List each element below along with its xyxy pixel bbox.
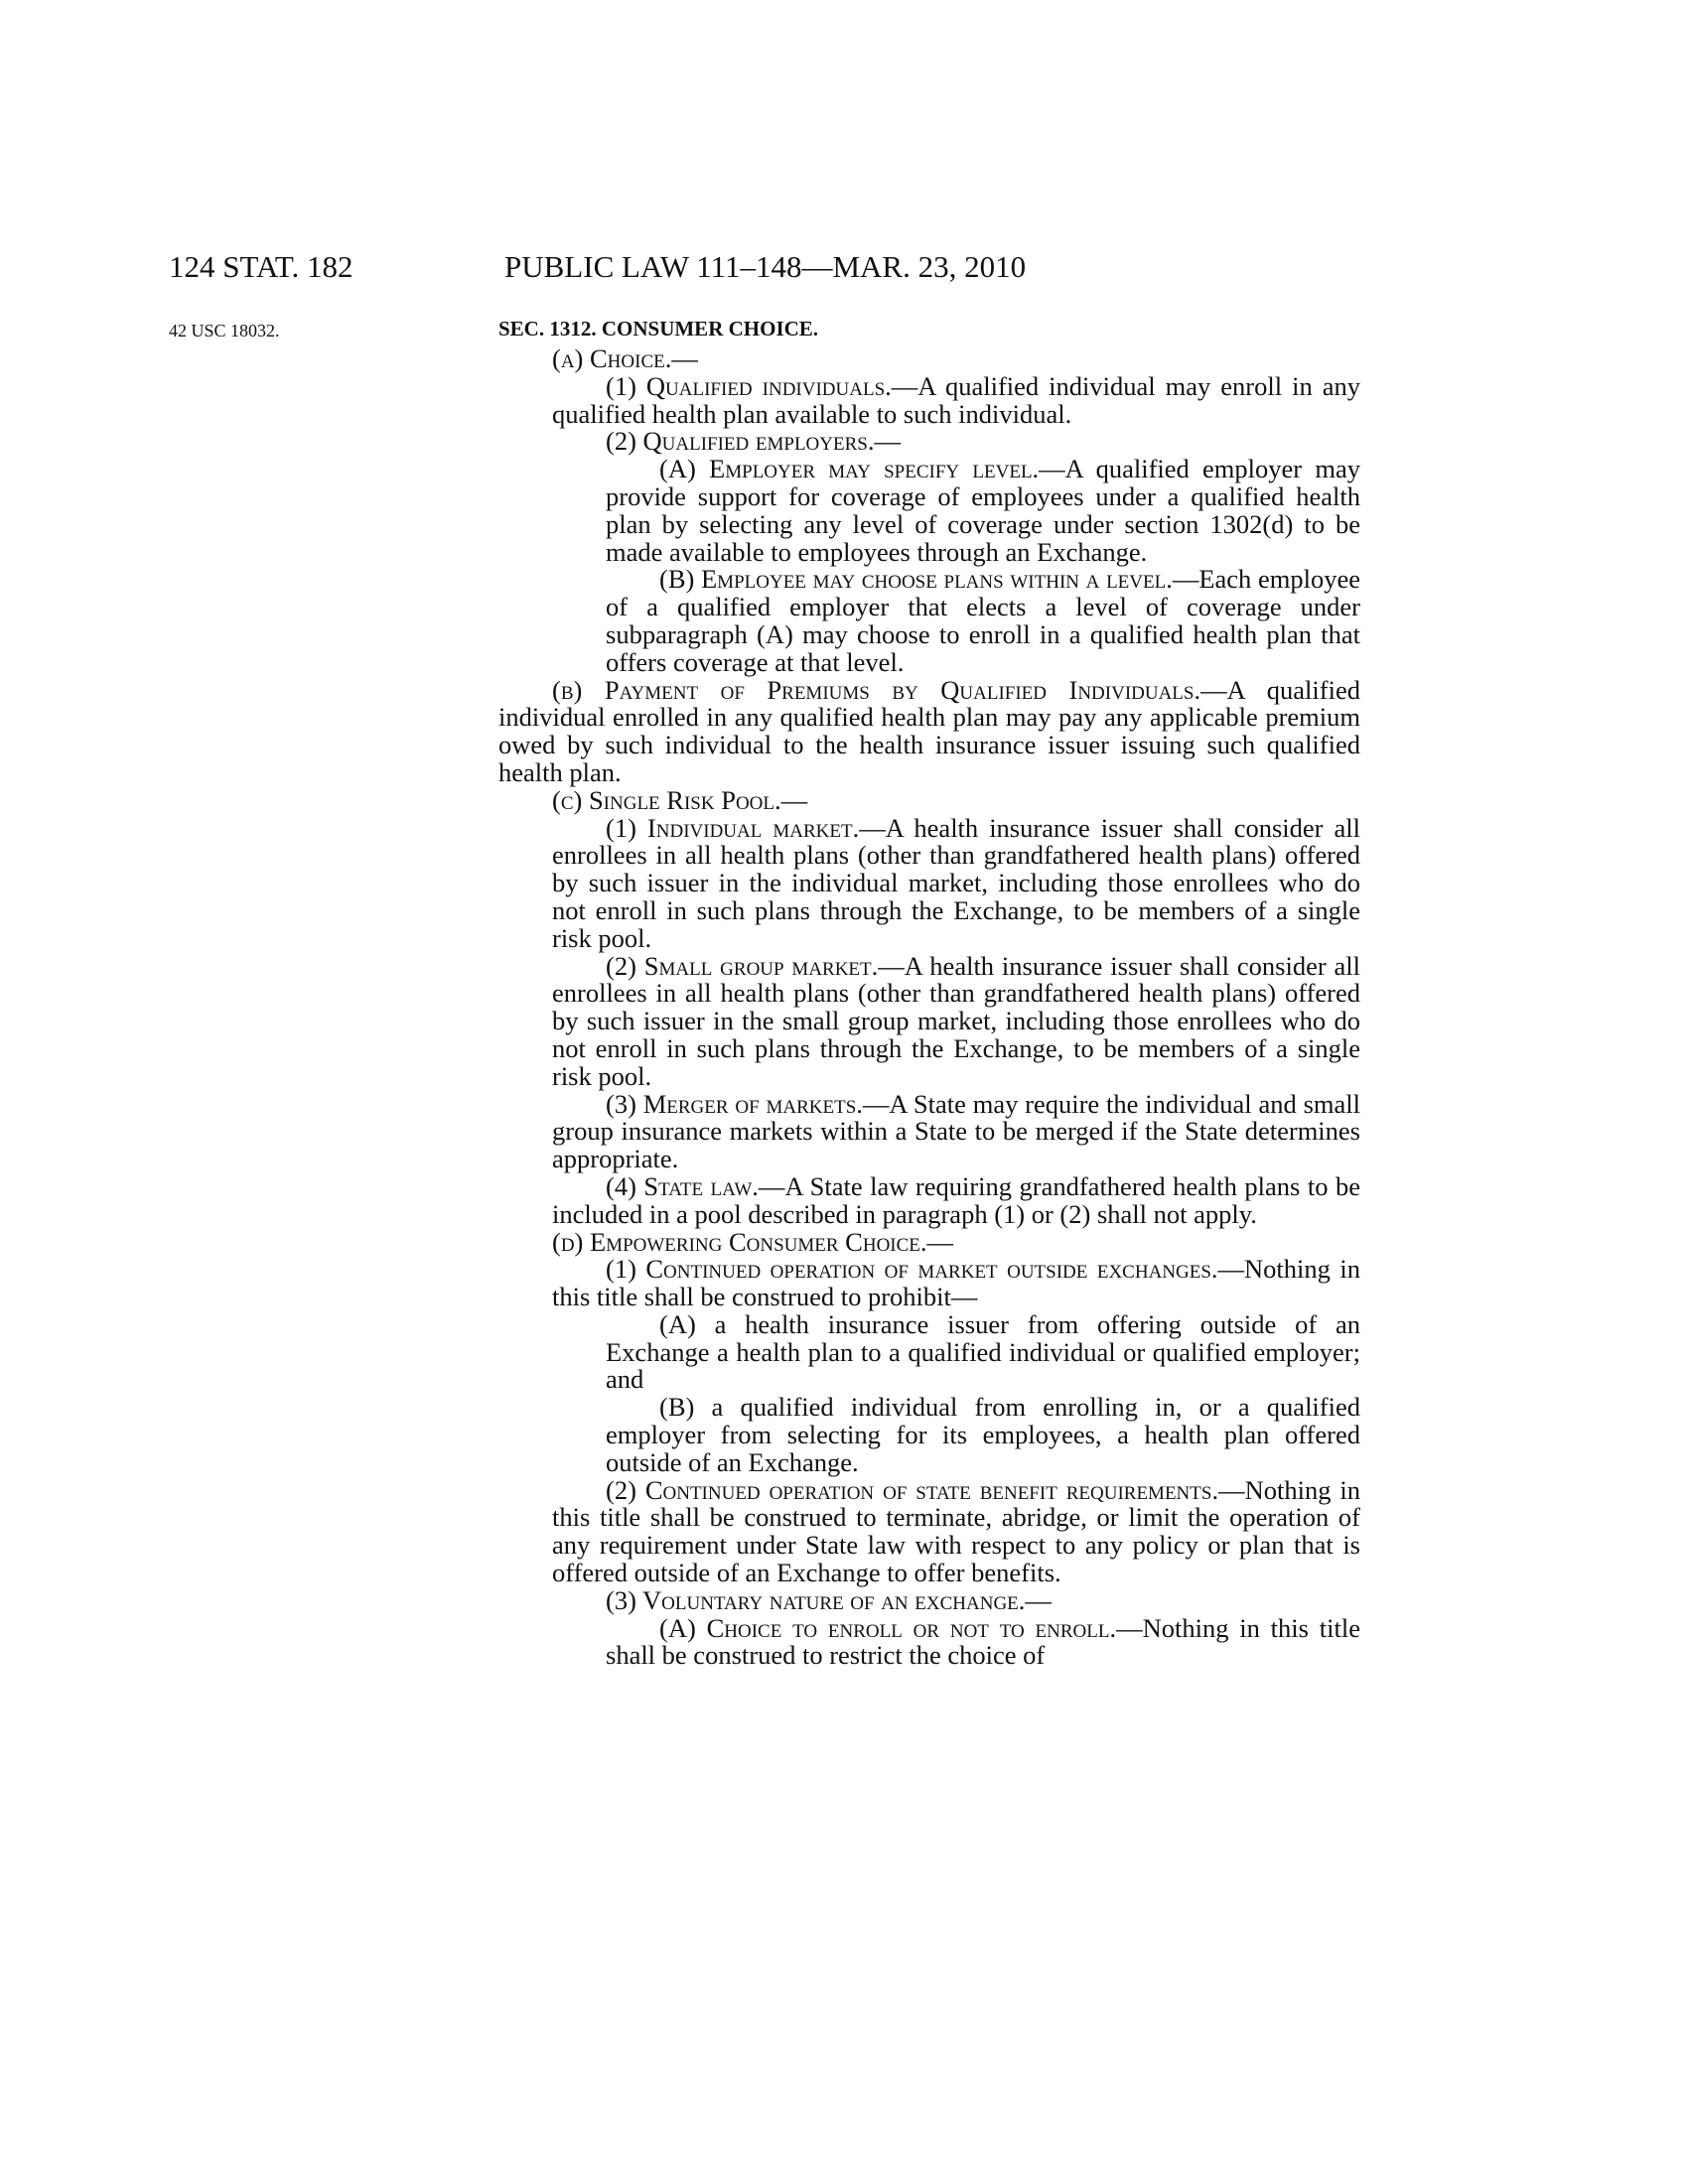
paragraph-text: A qualified employer may provide support for coverage of employees under a qualified health plan by selecting any level of coverage under section 1302(d) to be made available to employees through an Exchange. bbox=[606, 454, 1360, 567]
paragraph-text: (A) a health insurance issuer from offering outside of an Exchange a health plan to a qualified individual or qualified employer; and bbox=[606, 1308, 1360, 1395]
paragraph-heading: (4) State law.— bbox=[606, 1170, 785, 1201]
paragraph bbox=[552, 1088, 1360, 1174]
paragraph bbox=[552, 1584, 1360, 1615]
paragraph-text: Nothing in this title shall be construed to restrict the choice of bbox=[606, 1612, 1360, 1671]
paragraph-heading: (1) Continued operation of market outside exchanges.— bbox=[606, 1254, 1245, 1285]
paragraph-text: A qualified individual enrolled in any qualified health plan may pay any applicable premium owed by such individual to the health insurance issuer issuing such qualified health plan. bbox=[498, 674, 1360, 787]
paragraph-heading: (2) Qualified employers.— bbox=[606, 426, 901, 457]
usc-margin-note: 42 USC 18032. bbox=[169, 321, 280, 341]
paragraph bbox=[606, 1308, 1360, 1395]
stat-reference: 124 STAT. 182 bbox=[169, 249, 353, 284]
paragraph bbox=[552, 1474, 1360, 1588]
paragraph bbox=[552, 370, 1360, 429]
paragraph-text: A health insurance issuer shall consider all enrollees in all health plans (other than grandfathered health plans) offered by such issuer in the individual market, including those enrollees who do not enroll in such plans through the Exchange, to be members of a single risk pool. bbox=[552, 812, 1360, 953]
paragraph bbox=[498, 1226, 1360, 1257]
paragraph-heading: (3) Merger of markets.— bbox=[606, 1088, 890, 1119]
paragraph-heading: (d) Empowering Consumer Choice.— bbox=[552, 1226, 954, 1257]
paragraph-text: Each employee of a qualified employer that elects a level of coverage under subparagraph (A) may choose to enroll in a qualified health plan that offers coverage at that level. bbox=[606, 564, 1360, 677]
paragraph-text: Nothing in this title shall be construed to prohibit— bbox=[552, 1254, 1360, 1312]
paragraph-text: Nothing in this title shall be construed to terminate, abridge, or limit the operation of any requirement under State law with respect to any policy or plan that is offered outside of an Exchange to offer benefits. bbox=[552, 1474, 1360, 1588]
paragraph-heading: (1) Individual market.— bbox=[606, 812, 886, 843]
paragraph bbox=[498, 345, 1360, 373]
paragraph bbox=[552, 428, 1360, 456]
paragraph-text: A health insurance issuer shall consider all enrollees in all health plans (other than grandfathered health plans) offered by such issuer in the small group market, including those enrollees who do not enroll in such plans through the Exchange, to be members of a single risk pool. bbox=[552, 950, 1360, 1091]
paragraph-list bbox=[0, 345, 1688, 1670]
document-body bbox=[0, 314, 1688, 1670]
section-heading: SEC. 1312. CONSUMER CHOICE. bbox=[498, 317, 819, 341]
paragraph-heading: (2) Continued operation of state benefit requirements.— bbox=[606, 1474, 1245, 1505]
paragraph-heading: (B) Employee may choose plans within a level.— bbox=[659, 564, 1199, 595]
paragraph bbox=[552, 950, 1360, 1091]
paragraph bbox=[552, 1170, 1360, 1229]
paragraph-text: A State may require the individual and small group insurance markets within a State to be merged if the State determines appropriate. bbox=[552, 1088, 1360, 1174]
paragraph-text: A State law requiring grandfathered health plans to be included in a pool described in paragraph (1) or (2) shall not apply. bbox=[552, 1170, 1360, 1229]
paragraph-heading: (A) Choice to enroll or not to enroll.— bbox=[659, 1612, 1143, 1643]
paragraph bbox=[606, 1612, 1360, 1671]
paragraph bbox=[498, 674, 1360, 787]
paragraph bbox=[498, 784, 1360, 815]
paragraph-heading: (b) Payment of Premiums by Qualified Individuals.— bbox=[552, 674, 1227, 705]
paragraph bbox=[606, 456, 1360, 566]
paragraph-text: (B) a qualified individual from enrolling in, or a qualified employer from selecting for its employees, a health plan offered outside of an Exchange. bbox=[606, 1392, 1360, 1477]
law-title: PUBLIC LAW 111–148—MAR. 23, 2010 bbox=[504, 249, 1027, 284]
paragraph-heading: (2) Small group market.— bbox=[606, 950, 905, 981]
paragraph-text: A qualified individual may enroll in any qualified health plan available to such individual. bbox=[552, 370, 1360, 429]
paragraph bbox=[552, 812, 1360, 953]
paragraph-heading: (1) Qualified individuals.— bbox=[606, 370, 918, 401]
paragraph bbox=[606, 1394, 1360, 1476]
paragraph-heading: (A) Employer may specify level.— bbox=[659, 454, 1065, 484]
paragraph bbox=[606, 566, 1360, 676]
paragraph-heading: (c) Single Risk Pool.— bbox=[552, 784, 808, 815]
paragraph-heading: (3) Voluntary nature of an exchange.— bbox=[606, 1584, 1052, 1615]
page-header bbox=[169, 247, 1211, 287]
paragraph bbox=[552, 1256, 1360, 1311]
paragraph-heading: (a) Choice.— bbox=[552, 343, 698, 373]
